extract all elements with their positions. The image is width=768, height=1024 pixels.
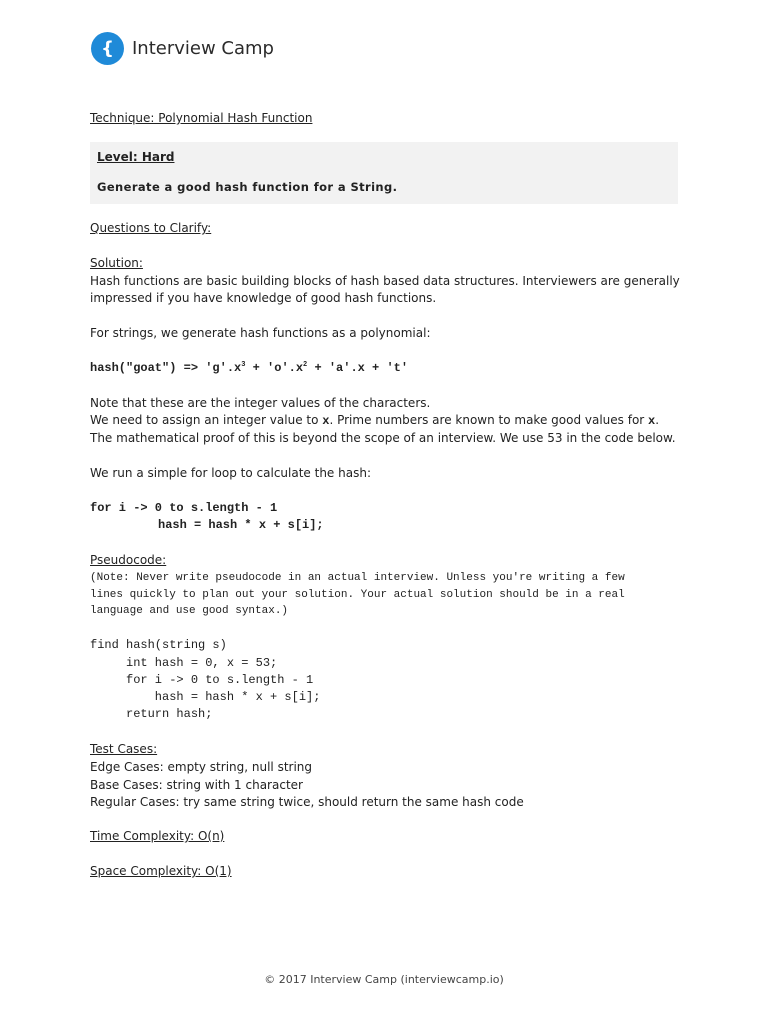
loop-line-1: for i -> 0 to s.length - 1	[90, 501, 278, 515]
test-cases-heading: Test Cases:	[90, 742, 158, 756]
note-line-1: Note that these are the integer values of the characters.	[90, 396, 431, 410]
pseudocode-note-3: language and use good syntax.)	[90, 605, 289, 617]
test-case-regular: Regular Cases: try same string twice, should return the same hash code	[90, 795, 524, 809]
solution-heading: Solution:	[90, 256, 143, 270]
test-case-base: Base Cases: string with 1 character	[90, 778, 303, 792]
note-line-2: We need to assign an integer value to x. Prime numbers are known to make good values for x.	[90, 413, 660, 428]
loop-line-2: hash = hash * x + s[i];	[158, 518, 324, 532]
hash-formula: hash("goat") => '$g'.x^3$ + '$o'.x^2$ + 'a'.x + 't'	[90, 361, 409, 375]
pseudocode-line-2: int hash = 0, x = 53;	[90, 656, 278, 670]
technique-heading: Technique: Polynomial Hash Function	[90, 111, 313, 125]
pseudocode-note-1: (Note: Never write pseudocode in an actual interview. Unless you're writing a few	[90, 572, 625, 584]
time-complexity: Time Complexity: O(n)	[90, 829, 225, 843]
pseudocode-line-5: return hash;	[90, 707, 213, 721]
level-label: Level: Hard	[97, 150, 175, 164]
loop-intro: We run a simple for loop to calculate the hash:	[90, 466, 371, 480]
problem-statement: Generate a good hash function for a String.	[97, 180, 398, 194]
brand-name: Interview Camp	[132, 38, 274, 59]
brand-logo-icon: {	[91, 32, 124, 65]
footer-copyright: © 2017 Interview Camp (interviewcamp.io)	[264, 973, 504, 986]
solution-paragraph-1b: impressed if you have knowledge of good hash functions.	[90, 291, 437, 305]
solution-paragraph-2: For strings, we generate hash functions as a polynomial:	[90, 326, 431, 340]
questions-heading: Questions to Clarify:	[90, 221, 212, 235]
header	[91, 32, 274, 65]
solution-paragraph-1a: Hash functions are basic building blocks of hash based data structures. Interviewers are generally	[90, 274, 680, 288]
pseudocode-line-3: for i -> 0 to s.length - 1	[90, 673, 314, 687]
space-complexity: Space Complexity: O(1)	[90, 864, 232, 878]
pseudocode-line-4: hash = hash * x + s[i];	[90, 690, 321, 704]
pseudocode-line-1: find hash(string s)	[90, 638, 227, 652]
pseudocode-note-2: lines quickly to plan out your solution. Your actual solution should be in a real	[90, 589, 625, 601]
test-case-edge: Edge Cases: empty string, null string	[90, 760, 313, 774]
problem-box	[90, 142, 678, 204]
pseudocode-heading: Pseudocode:	[90, 553, 167, 567]
note-line-3: The mathematical proof of this is beyond the scope of an interview. We use 53 in the code below.	[90, 431, 676, 445]
